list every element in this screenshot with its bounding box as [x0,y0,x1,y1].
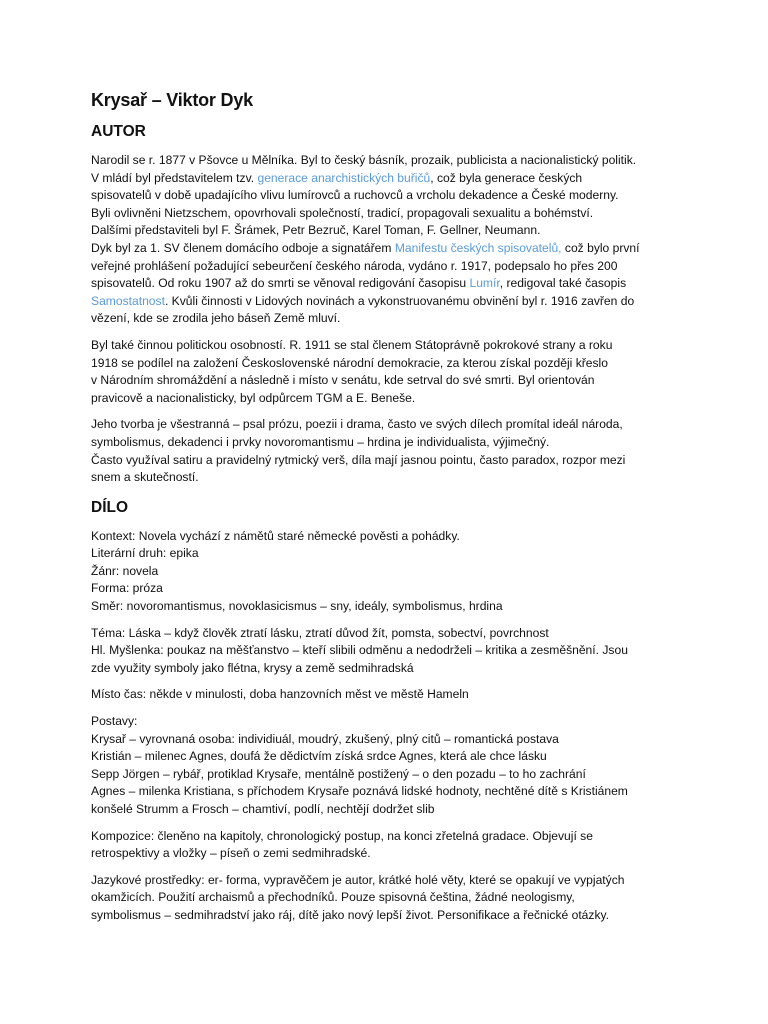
dilo-paragraph-jazyk [91,872,688,925]
autor-paragraph-2 [91,337,688,407]
text-line [91,240,688,258]
text-line: symbolismus, dekadenci i prvky novoromantismu – hrdina je individualista, výjimečný. [91,434,550,449]
text-line: Žánr: novela [91,563,159,578]
text-line: 1918 se podílel na založení Československé národní demokracie, za kterou získal později křeslo [91,355,608,370]
text-segment: Dalšími představiteli byl F. Šrámek, Petr Bezruč, Karel Toman, F. Gellner, Neumann. [91,223,541,238]
dilo-paragraph-postavy [91,713,688,819]
text-segment: veřejné prohlášení požadující sebeurčení českého národa, vydáno r. 1917, podepsalo ho přes 200 [91,258,618,273]
text-line [91,275,688,293]
text-line [91,293,688,311]
text-line [91,187,688,205]
text-line: snem a skutečností. [91,470,199,485]
text-line: Jazykové prostředky: er- forma, vypravěčem je autor, krátké holé věty, které se opakují ve vypjatých [91,872,625,887]
text-line: Směr: novoromantismus, novoklasicismus – sny, ideály, symbolismus, hrdina [91,599,503,614]
inline-link[interactable]: Lumír [469,276,500,291]
text-segment: Narodil se r. 1877 v Pšovce u Mělníka. Byl to český básník, prozaik, publicista a nacionalistický politik. [91,153,637,167]
text-line [91,152,688,170]
text-segment: V mládí byl představitelem tzv. [91,170,258,185]
document-title: Krysař – Viktor Dyk [91,90,253,110]
text-line [91,310,688,328]
autor-paragraph-1 [91,152,688,328]
text-line: Byl také činnou politickou osobností. R. 1911 se stal členem Státoprávně pokrokové strany a roku [91,337,613,352]
text-line: symbolismus – sedmihradství jako ráj, dítě jako nový lepší život. Personifikace a řečnické otázky. [91,907,610,922]
text-line: retrospektivy a vložky – píseň o zemi sedmihradské. [91,846,371,861]
text-line: Literární druh: epika [91,546,199,561]
text-line [91,205,688,223]
section-heading-dilo: DÍLO [91,498,129,516]
text-line: Často využíval satiru a pravidelný rytmický verš, díla mají jasnou pointu, často paradox, rozpor mezi [91,452,626,467]
text-line: Forma: próza [91,581,163,596]
text-line: Jeho tvorba je všestranná – psal prózu, poezii i drama, často ve svých dílech promítal ideál národa, [91,417,623,432]
text-line: Téma: Láska – když člověk ztratí lásku, ztratí důvod žít, pomsta, sobectví, povrchnost [91,625,549,640]
dilo-paragraph-misto-cas [91,686,688,704]
text-segment: Dyk byl za 1. SV členem domácího odboje a signatářem [91,240,395,255]
text-line: pravicově a nacionalisticky, byl odpůrcem TGM a E. Beneše. [91,390,416,405]
dilo-paragraph-kompozice [91,828,688,863]
text-segment: , což byla generace českých [430,170,583,185]
section-heading-autor: AUTOR [91,123,146,140]
text-line: zde využity symboly jako flétna, krysy a země sedmihradská [91,660,414,675]
text-line [91,222,688,240]
text-line: okamžicích. Použití archaismů a přechodníků. Pouze spisovná čeština, žádné neologismy, [91,890,575,905]
text-line [91,258,688,276]
text-line: Kompozice: členěno na kapitoly, chronologický postup, na konci zřetelná gradace. Objevují se [91,828,593,843]
text-line: Postavy: [91,714,138,729]
inline-link[interactable]: Samostatnost [91,293,165,308]
inline-link[interactable]: generace anarchistických buřičů [257,170,431,185]
text-line [91,170,688,188]
text-line: Krysař – vyrovnaná osoba: individiuál, moudrý, zkušený, plný citů – romantická postava [91,731,559,746]
text-line: Sepp Jörgen – rybář, protiklad Krysaře, mentálně postižený – o den pozadu – to ho zachrání [91,766,586,781]
dilo-paragraph-basics [91,528,688,616]
text-segment: Byli ovlivněni Nietzschem, opovrhovali společností, tradicí, propagovali sexualitu a bohémství. [91,205,594,220]
text-line: konšelé Strumm a Frosch – chamtiví, podlí, nechtějí dodržet slib [91,802,435,816]
text-segment: , redigoval také časopis [499,276,627,291]
autor-paragraph-3 [91,416,688,486]
inline-link[interactable]: Manifestu českých spisovatelů, [394,240,562,255]
text-line: Agnes – milenka Kristiana, s příchodem Krysaře poznává lidské hodnoty, nechtěné dítě s Kristiánem [91,784,628,799]
text-line: Hl. Myšlenka: poukaz na měšťanstvo – kteří slibili odměnu a nedodrželi – kritika a zesměšnění. Jsou [91,643,628,658]
text-segment: což bylo první [561,240,640,255]
text-line: Kristián – milenec Agnes, doufá že dědictvím získá srdce Agnes, která ale chce lásku [91,749,547,764]
text-line: v Národním shromáždění a následně i místo v senátu, kde setrval do své smrti. Byl orientován [91,373,595,388]
dilo-paragraph-tema [91,625,688,678]
text-line: Kontext: Novela vychází z námětů staré německé pověsti a pohádky. [91,528,460,543]
text-segment: spisovatelů v době upadajícího vlivu lumírovců a ruchovců a vrcholu dekadence a České moderny. [91,188,619,203]
text-segment: spisovatelů. Od roku 1907 až do smrti se věnoval redigování časopisu [91,276,470,291]
text-segment: . Kvůli činnosti v Lidových novinách a vykonstruovanému obvinění byl r. 1916 zavřen do [164,293,635,308]
text-line: Místo čas: někde v minulosti, doba hanzovních měst ve městě Hameln [91,687,469,702]
text-segment: vězení, kde se zrodila jeho báseň Země mluví. [91,311,341,326]
